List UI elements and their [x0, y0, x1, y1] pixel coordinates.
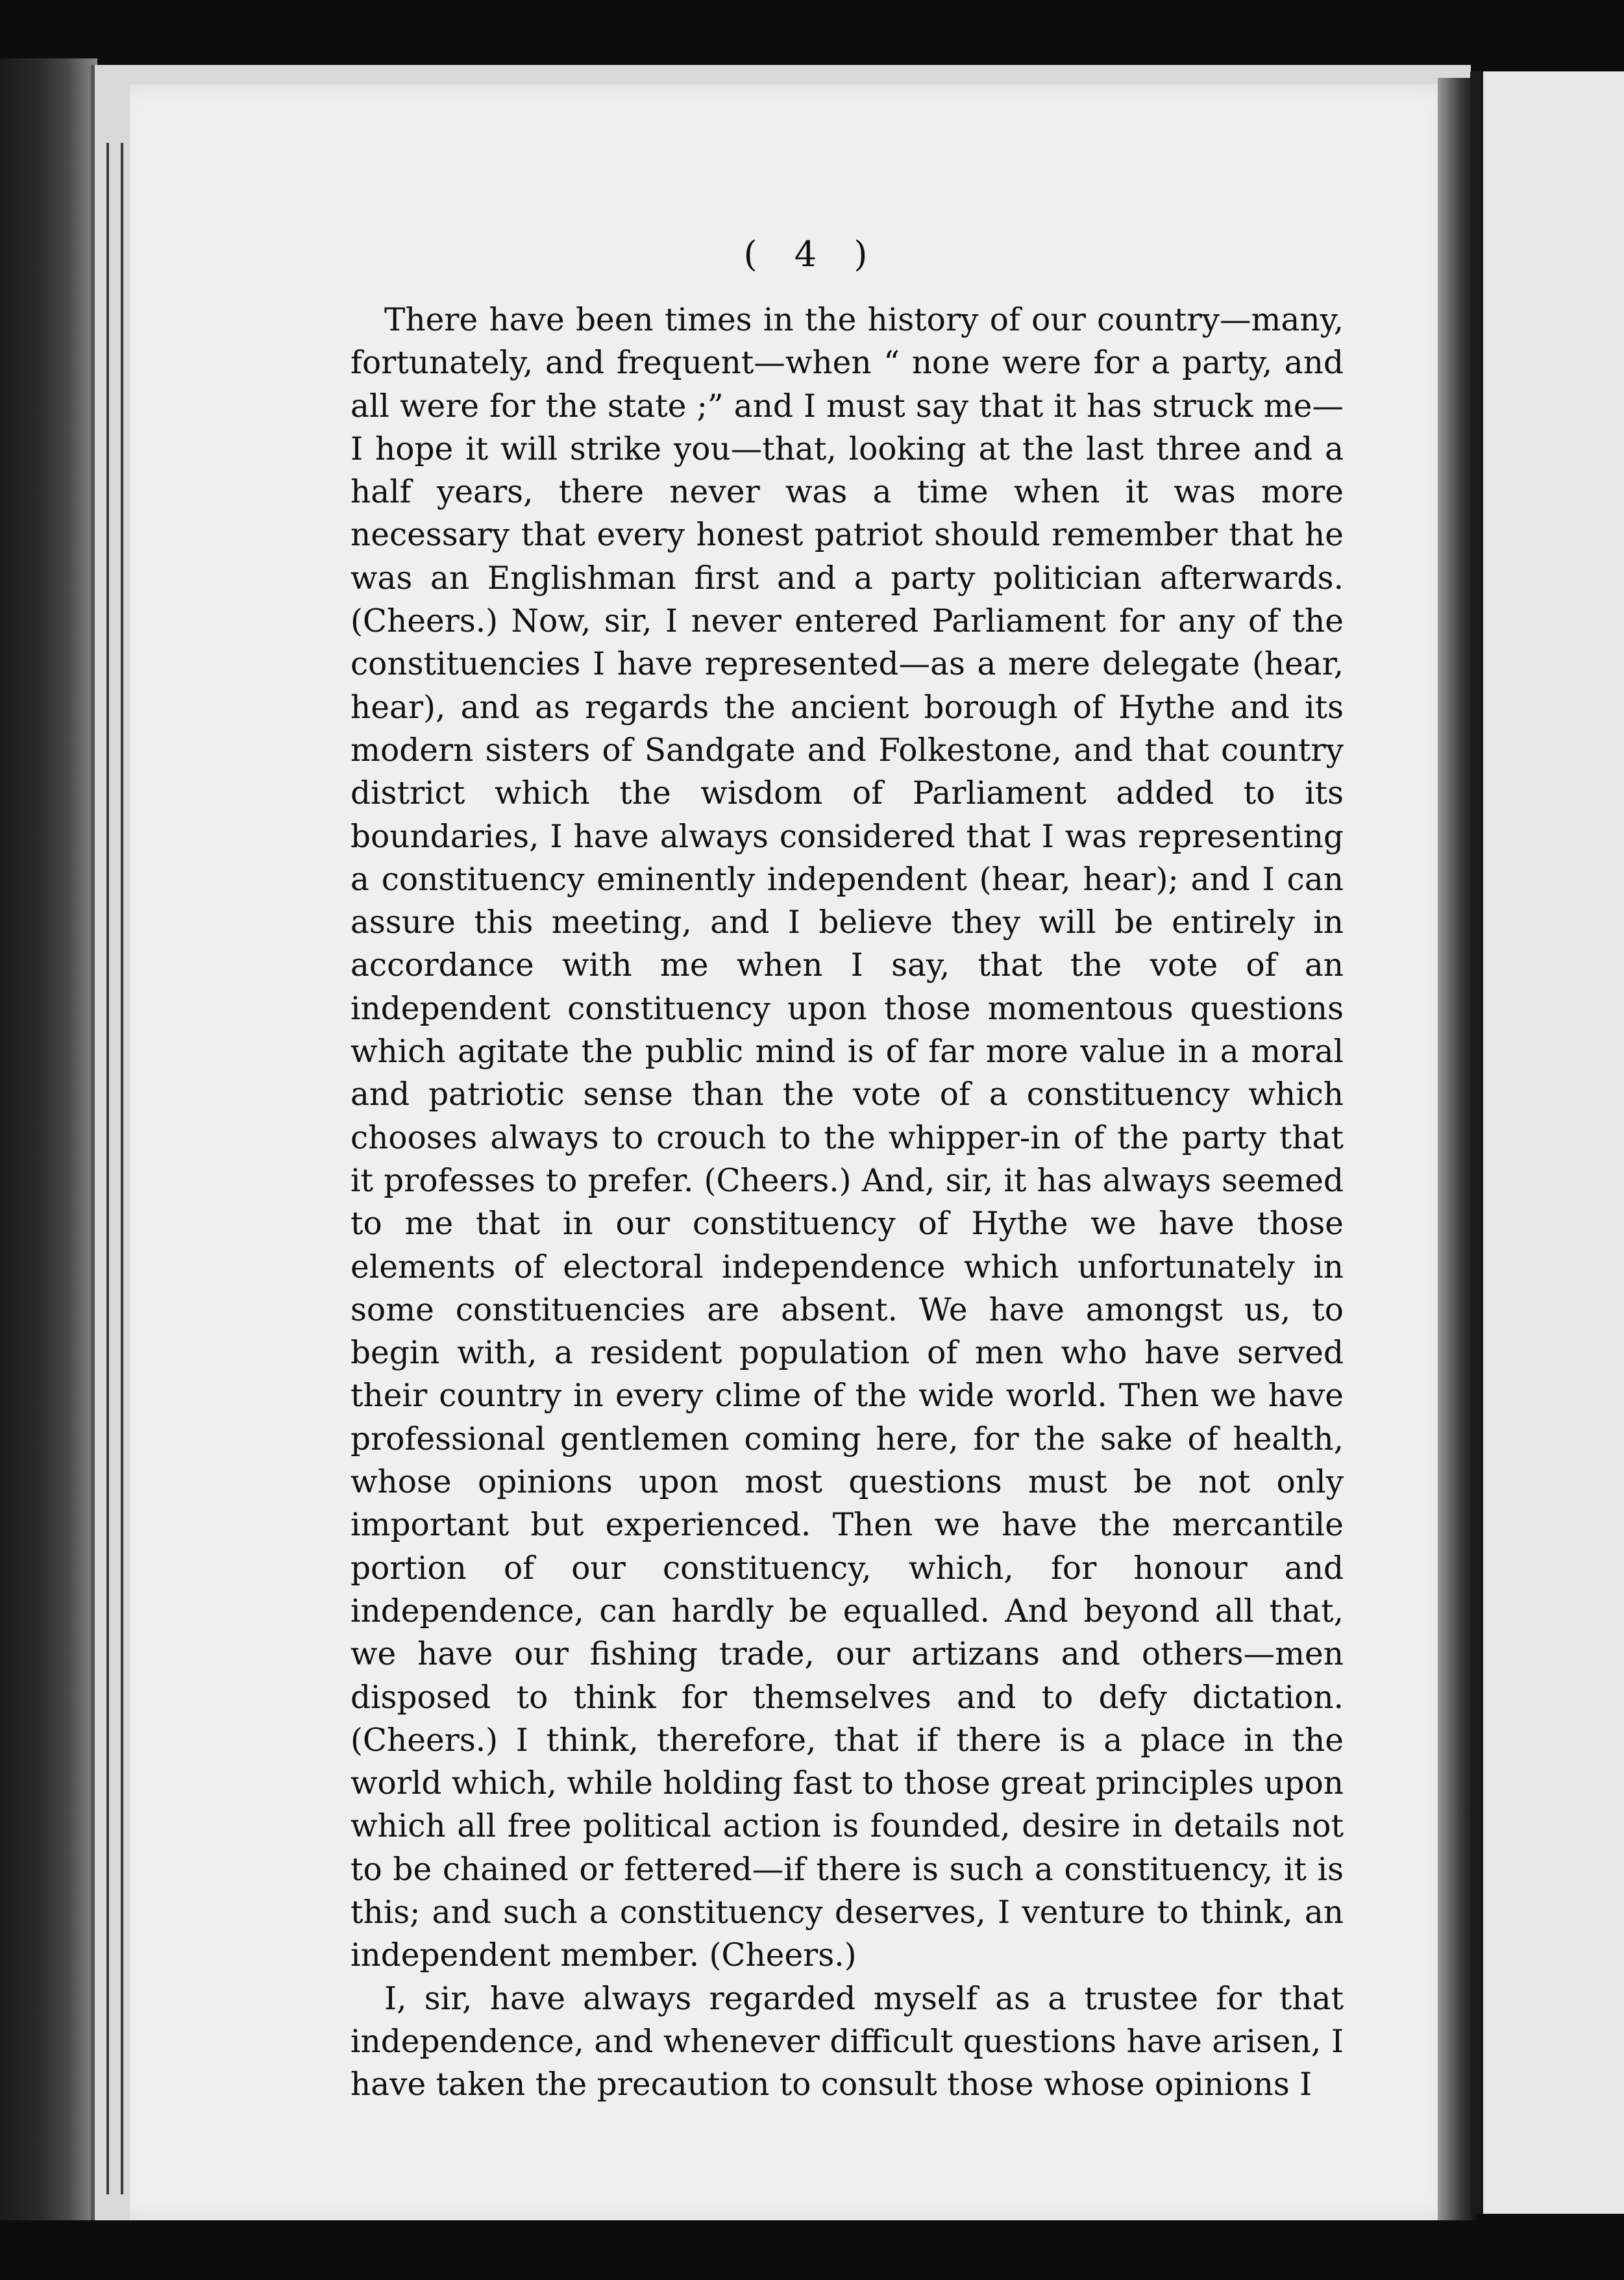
- paragraph: There have been times in the history of our country—many, fortunately, and frequent—when “ none were for a party, and all were for the state ;” and I must say that it has struck me—I hope it will strike you—that, looking at the last three and a half years, there never was a time when it was more necessary that every honest patriot should remember that he was an Englishman first and a party politician afterwards. (Cheers.) Now, sir, I never entered Parliament for any of the constituencies I have represented—as a mere delegate (hear, hear), and as regards the ancient borough of Hythe and its modern sisters of Sandgate and Folkestone, and that country district which the wisdom of Parliament added to its boundaries, I have always considered that I was representing a constituency eminently independent (hear, hear); and I can assure this meeting, and I believe they will be entirely in accordance with me when I say, that the vote of an independent constituency upon those momentous questions which agitate the public mind is of far more value in a moral and patriotic sense than the vote of a constituency which chooses always to crouch to the whipper-in of the party that it professes to prefer. (Cheers.) And, sir, it has always seemed to me that in our constituency of Hythe we have those elements of electoral independence which unfortunately in some constituencies are absent. We have amongst us, to begin with, a resident population of men who have served their country in every clime of the wide world. Then we have professional gentlemen coming here, for the sake of health, whose opinions upon most questions must be not only important but experienced. Then we have the mercantile portion of our constituency, which, for honour and independence, can hardly be equalled. And beyond all that, we have our fishing trade, our artizans and others—men disposed to think for themselves and to defy dictation. (Cheers.) I think, therefore, that if there is a place in the world which, while holding fast to those great principles upon which all free political action is founded, desire in details not to be chained or fettered—if there is such a constituency, it is this; and such a constituency deserves, I venture to think, an independent member. (Cheers.): [351, 302, 1344, 1974]
- body-text: [351, 299, 1344, 2106]
- page-number: ( 4 ): [743, 234, 881, 275]
- book-binding: [0, 58, 97, 2220]
- page-edge-line: [121, 143, 123, 2194]
- next-page-edge: [1470, 71, 1624, 2214]
- paragraph: I, sir, have always regarded myself as a trustee for that independence, and whenever difficult questions have arisen, I have taken the precaution to consult those whose opinions I: [351, 1980, 1344, 2103]
- page-edge-line: [106, 143, 109, 2194]
